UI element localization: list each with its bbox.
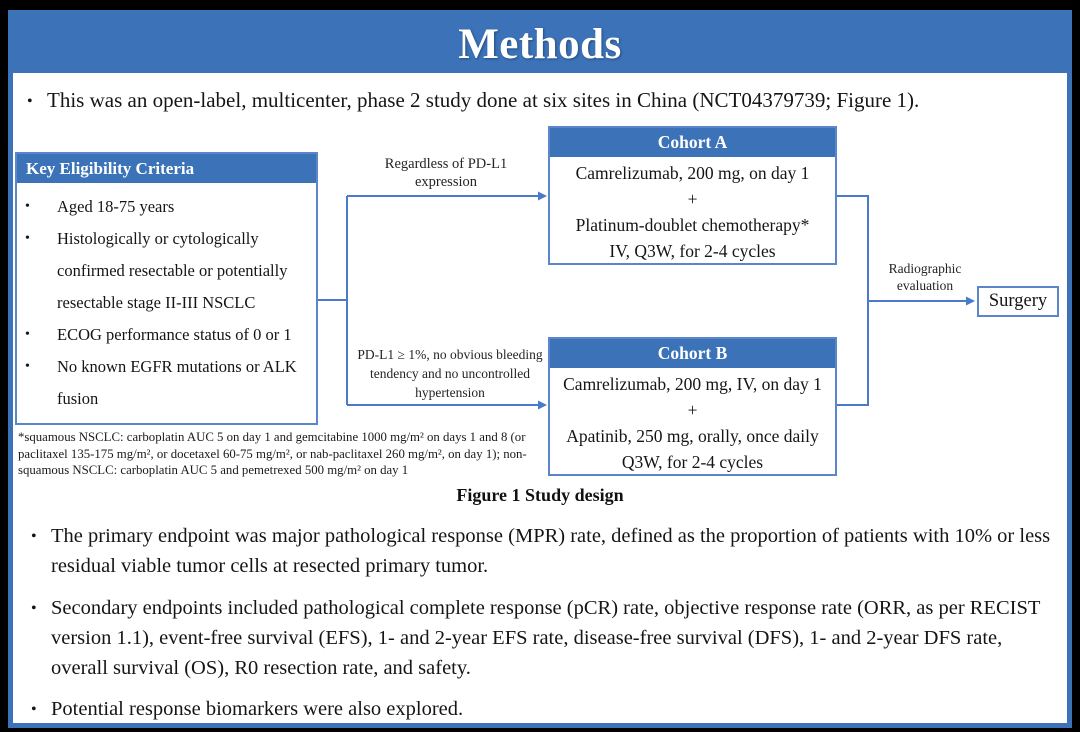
bullet-marker: • [27, 93, 33, 110]
eligibility-item: • Histologically or cytologically confirmed resectable or potentially resectable stage II-III NSCLC [25, 223, 310, 319]
bullet-marker: • [31, 528, 37, 545]
cohort-a-line: Platinum-doublet chemotherapy* [575, 215, 810, 235]
eligibility-item: • No known EGFR mutations or ALK fusion [25, 351, 310, 415]
cohort-a-line: IV, Q3W, for 2-4 cycles [609, 241, 776, 261]
title-bar [13, 15, 1067, 73]
intro-bullet [27, 86, 1047, 116]
cohort-b-box [548, 337, 837, 476]
page-title: Methods [458, 20, 622, 68]
endpoint-bullet-secondary: • Secondary endpoints included pathological complete response (pCR) rate, objective response rate (ORR, as per RECIST version 1.1), event-free survival (EFS), 1- and 2-year EFS rate, disease-free survival (DFS), 1- and 2-year DFS rate, overall survival (OS), R0 resection rate, and safety. [31, 593, 1055, 683]
cohort-b-line: Apatinib, 250 mg, orally, once daily [566, 426, 819, 446]
surgery-box: Surgery [977, 286, 1059, 317]
cohort-b-line: Camrelizumab, 200 mg, IV, on day 1 [563, 374, 822, 394]
figure-caption: Figure 1 Study design [456, 485, 624, 505]
eligibility-header: Key Eligibility Criteria [17, 154, 316, 183]
eligibility-item: • Aged 18-75 years [25, 191, 310, 223]
endpoint-bullet-primary: • The primary endpoint was major pathological response (MPR) rate, defined as the proportion of patients with 10% or less residual viable tumor cells at resected primary tumor. [31, 521, 1055, 581]
cohort-a-line: + [687, 189, 698, 209]
cohort-b-line: + [687, 400, 698, 420]
bullet-marker: • [31, 600, 37, 617]
bullet-marker: • [25, 231, 30, 246]
slide [8, 10, 1072, 728]
cohort-a-header: Cohort A [550, 128, 835, 157]
bullet-marker: • [25, 327, 30, 342]
cohort-b-body [550, 368, 835, 475]
branch-label-top: Regardless of PD-L1 expression [384, 156, 508, 190]
radiographic-evaluation-label: Radiographic evaluation [888, 261, 962, 293]
bullet-marker: • [25, 199, 30, 214]
biomarker-bullet: • Potential response biomarkers were also explored. [31, 694, 1055, 725]
arrowhead-icon [538, 192, 547, 201]
cohort-a-box [548, 126, 837, 265]
eligibility-item: • ECOG performance status of 0 or 1 [25, 319, 310, 351]
intro-bullet-text: This was an open-label, multicenter, phase 2 study done at six sites in China (NCT04379739; Figure 1). [47, 88, 920, 112]
bullet-marker: • [25, 359, 30, 374]
cohort-a-body [550, 157, 835, 264]
bullet-marker: • [31, 701, 37, 718]
cohort-b-header: Cohort B [550, 339, 835, 368]
branch-label-bottom: PD-L1 ≥ 1%, no obvious bleeding tendency and no uncontrolled hypertension [357, 347, 543, 400]
eligibility-box [15, 152, 318, 425]
arrowhead-icon [966, 297, 975, 306]
cohort-a-line: Camrelizumab, 200 mg, on day 1 [575, 163, 810, 183]
cohort-b-line: Q3W, for 2-4 cycles [621, 452, 764, 472]
eligibility-list [17, 183, 316, 415]
figure-footnote: *squamous NSCLC: carboplatin AUC 5 on day 1 and gemcitabine 1000 mg/m² on days 1 and 8 (or paclitaxel 135-175 mg/m², or docetaxel 60-75 mg/m², or nab-paclitaxel 260 mg/m², on day 1); non-squamous NSCLC: carboplatin AUC 5 and pemetrexed 500 mg/m² on day 1 [18, 430, 527, 477]
